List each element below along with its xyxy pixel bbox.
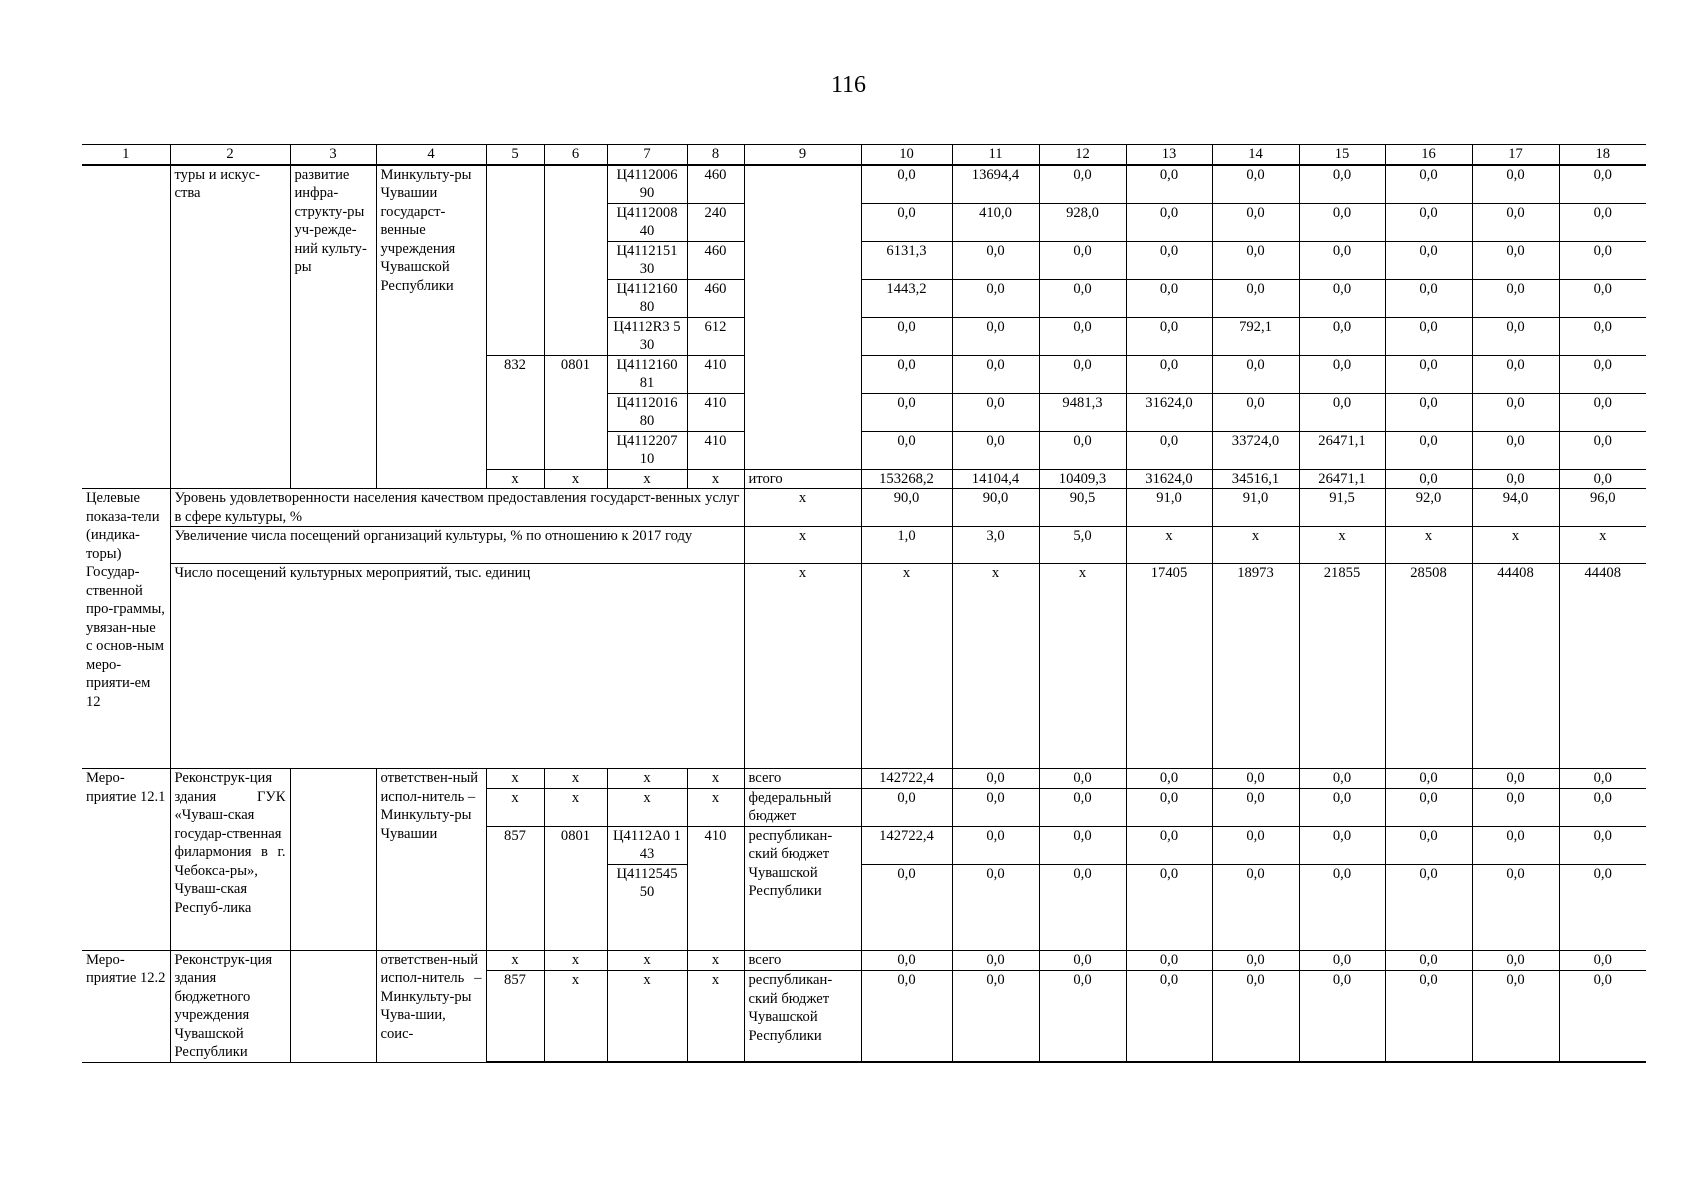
value-cell: 0,0	[1559, 355, 1646, 393]
indicator-value: x	[1472, 527, 1559, 564]
value-cell: 0,0	[1126, 826, 1212, 864]
value-cell: 0,0	[1212, 788, 1299, 826]
value-cell: 0,0	[1385, 864, 1472, 950]
indicator-value: 17405	[1126, 564, 1212, 769]
expense-type: 410	[687, 826, 744, 950]
value-cell: 0,0	[1126, 279, 1212, 317]
value-cell: 13694,4	[952, 165, 1039, 204]
value-cell: 0,0	[1212, 950, 1299, 971]
column-number: 16	[1385, 145, 1472, 165]
code-cell: x	[687, 788, 744, 826]
value-cell: 0,0	[952, 864, 1039, 950]
code-cell: x	[607, 950, 687, 971]
value-cell: 0,0	[1212, 279, 1299, 317]
value-cell: 0,0	[1039, 826, 1126, 864]
budget-table	[82, 144, 1646, 1063]
value-cell: 0,0	[1559, 826, 1646, 864]
value-cell: 0,0	[1039, 950, 1126, 971]
expense-type: 612	[687, 317, 744, 355]
value-cell: 0,0	[1126, 203, 1212, 241]
value-cell: 0,0	[1559, 788, 1646, 826]
value-cell: 0,0	[1212, 241, 1299, 279]
value-cell: 0,0	[1559, 203, 1646, 241]
value-cell: 0,0	[861, 203, 952, 241]
value-cell: 0,0	[952, 279, 1039, 317]
target-article: Ц4112545 50	[607, 864, 687, 950]
value-cell: 0,0	[1212, 393, 1299, 431]
value-cell: 0,0	[1472, 431, 1559, 469]
table-row	[82, 489, 1646, 527]
value-cell: 0,0	[861, 165, 952, 204]
value-cell: 0,0	[1559, 864, 1646, 950]
indicator-value: x	[1039, 564, 1126, 769]
value-cell: 0,0	[1559, 950, 1646, 971]
value-cell: 0,0	[1212, 769, 1299, 789]
value-cell: 0,0	[1385, 203, 1472, 241]
table-row	[82, 564, 1646, 769]
value-cell: 0,0	[1559, 431, 1646, 469]
table-row	[82, 950, 1646, 971]
value-cell: 0,0	[861, 864, 952, 950]
total-value: 26471,1	[1299, 469, 1385, 489]
indicator-value: x	[1385, 527, 1472, 564]
target-article: Ц4112016 80	[607, 393, 687, 431]
value-cell: 0,0	[1385, 241, 1472, 279]
measure-label: Меро-приятие 12.2	[82, 950, 170, 1062]
indicator-value: 94,0	[1472, 489, 1559, 527]
value-cell: 0,0	[1385, 971, 1472, 1062]
value-cell: 0,0	[1039, 864, 1126, 950]
indicator-value: 3,0	[952, 527, 1039, 564]
column-number: 7	[607, 145, 687, 165]
value-cell: 0,0	[1126, 355, 1212, 393]
col1-blank	[82, 165, 170, 489]
indicator-value: 91,5	[1299, 489, 1385, 527]
value-cell: 0,0	[1212, 165, 1299, 204]
value-cell: 0,0	[861, 317, 952, 355]
code-cell: 857	[486, 971, 544, 1062]
value-cell: 0,0	[1472, 393, 1559, 431]
expense-type: 460	[687, 279, 744, 317]
value-cell: 0,0	[1385, 393, 1472, 431]
value-cell: 0,0	[1559, 279, 1646, 317]
total-mark: x	[544, 469, 607, 489]
value-cell: 0,0	[1472, 971, 1559, 1062]
grbs-code: 832	[486, 355, 544, 469]
column-number: 1	[82, 145, 170, 165]
target-article: Ц4112151 30	[607, 241, 687, 279]
expense-type: 240	[687, 203, 744, 241]
value-cell: 142722,4	[861, 769, 952, 789]
code-cell: x	[544, 769, 607, 789]
indicator-value: 91,0	[1212, 489, 1299, 527]
indicator-value: 21855	[1299, 564, 1385, 769]
value-cell: 0,0	[1039, 431, 1126, 469]
value-cell: 0,0	[1299, 864, 1385, 950]
value-cell: 0,0	[861, 950, 952, 971]
column-number: 18	[1559, 145, 1646, 165]
column-number: 11	[952, 145, 1039, 165]
value-cell: 0,0	[1126, 971, 1212, 1062]
responsible: Минкульту-ры Чувашии государст-венные учреждения Чувашской Республики	[376, 165, 486, 489]
table-row	[82, 145, 1646, 165]
funding-source: республикан-ский бюджет Чувашской Республики	[744, 971, 861, 1062]
value-cell: 0,0	[1039, 165, 1126, 204]
value-cell: 0,0	[1385, 431, 1472, 469]
value-cell: 0,0	[1559, 971, 1646, 1062]
value-cell: 0,0	[952, 317, 1039, 355]
value-cell: 0,0	[861, 431, 952, 469]
value-cell: 0,0	[1212, 864, 1299, 950]
target-article: Ц4112R3 530	[607, 317, 687, 355]
value-cell: 0,0	[1559, 317, 1646, 355]
column-number: 12	[1039, 145, 1126, 165]
column-number: 17	[1472, 145, 1559, 165]
indicator-mark: x	[744, 564, 861, 769]
value-cell: 0,0	[1299, 203, 1385, 241]
indicator-value: 90,5	[1039, 489, 1126, 527]
value-cell: 0,0	[1126, 431, 1212, 469]
value-cell: 142722,4	[861, 826, 952, 864]
column-number: 9	[744, 145, 861, 165]
value-cell: 0,0	[1472, 788, 1559, 826]
value-cell: 0,0	[1472, 279, 1559, 317]
value-cell: 0,0	[1472, 864, 1559, 950]
funding-source: федеральный бюджет	[744, 788, 861, 826]
value-cell: 26471,1	[1299, 431, 1385, 469]
value-cell: 792,1	[1212, 317, 1299, 355]
total-value: 14104,4	[952, 469, 1039, 489]
grbs-code: 857	[486, 826, 544, 950]
value-cell: 0,0	[1299, 393, 1385, 431]
funding-source	[744, 165, 861, 470]
value-cell: 0,0	[952, 241, 1039, 279]
expense-type: 410	[687, 355, 744, 393]
code-cell: x	[687, 769, 744, 789]
total-mark: x	[607, 469, 687, 489]
code-cell: x	[607, 788, 687, 826]
value-cell: 0,0	[1472, 826, 1559, 864]
target-article: Ц4112А0 143	[607, 826, 687, 864]
total-mark: x	[687, 469, 744, 489]
expense-type: 410	[687, 393, 744, 431]
expense-type: 410	[687, 431, 744, 469]
value-cell: 0,0	[1385, 788, 1472, 826]
value-cell: 0,0	[1126, 241, 1212, 279]
indicator-value: 1,0	[861, 527, 952, 564]
value-cell: 0,0	[1299, 950, 1385, 971]
value-cell: 0,0	[861, 971, 952, 1062]
total-value: 0,0	[1385, 469, 1472, 489]
value-cell: 0,0	[1299, 317, 1385, 355]
measure-goal: развитие инфра-структу-ры уч-режде-ний культу-ры	[290, 165, 376, 489]
value-cell: 0,0	[1385, 769, 1472, 789]
indicator-mark: x	[744, 489, 861, 527]
total-value: 34516,1	[1212, 469, 1299, 489]
indicator-value: 44408	[1472, 564, 1559, 769]
indicator-value: 92,0	[1385, 489, 1472, 527]
value-cell: 0,0	[1472, 165, 1559, 204]
code-cell: x	[486, 769, 544, 789]
expense-type: 460	[687, 165, 744, 204]
value-cell: 0,0	[1559, 769, 1646, 789]
page-number: 116	[830, 72, 867, 98]
value-cell: 0,0	[1385, 355, 1472, 393]
responsible: ответствен-ный испол-нитель – Минкульту-ры Чувашии	[376, 769, 486, 951]
value-cell: 0,0	[952, 431, 1039, 469]
indicator-mark: x	[744, 527, 861, 564]
funding-source: всего	[744, 950, 861, 971]
value-cell: 0,0	[1385, 826, 1472, 864]
value-cell: 0,0	[1559, 393, 1646, 431]
value-cell: 0,0	[861, 355, 952, 393]
indicator-value: 28508	[1385, 564, 1472, 769]
code-cell: x	[544, 788, 607, 826]
value-cell: 0,0	[1212, 971, 1299, 1062]
code-cell: x	[486, 788, 544, 826]
table-row	[82, 527, 1646, 564]
indicator-value: 91,0	[1126, 489, 1212, 527]
column-number: 2	[170, 145, 290, 165]
responsible: ответствен-ный испол-нитель – Минкульту-ры Чува-шии, соис-	[376, 950, 486, 1062]
target-article: Ц4112008 40	[607, 203, 687, 241]
target-article: Ц4112006 90	[607, 165, 687, 204]
value-cell: 0,0	[1299, 355, 1385, 393]
code-cell: x	[687, 950, 744, 971]
value-cell: 0,0	[1126, 864, 1212, 950]
indicator-text: Число посещений культурных мероприятий, тыс. единиц	[170, 564, 744, 769]
value-cell: 0,0	[1039, 317, 1126, 355]
column-number: 3	[290, 145, 376, 165]
value-cell: 0,0	[1472, 241, 1559, 279]
indicator-value: x	[1126, 527, 1212, 564]
total-value: 0,0	[1559, 469, 1646, 489]
value-cell: 0,0	[1039, 769, 1126, 789]
value-cell: 0,0	[1212, 826, 1299, 864]
value-cell: 0,0	[1039, 241, 1126, 279]
column-number: 5	[486, 145, 544, 165]
indicator-value: 96,0	[1559, 489, 1646, 527]
value-cell: 0,0	[1299, 826, 1385, 864]
indicators-label: Целевые показа-тели (индика-торы) Государ-ственной про-граммы, увязан-ные с основ-ным меро-прияти-ем 12	[82, 489, 170, 769]
value-cell: 0,0	[1385, 950, 1472, 971]
indicator-value: x	[1299, 527, 1385, 564]
column-number: 8	[687, 145, 744, 165]
funding-source: республикан-ский бюджет Чувашской Республики	[744, 826, 861, 950]
expense-type: 460	[687, 241, 744, 279]
code-cell: x	[544, 950, 607, 971]
value-cell: 0,0	[1212, 355, 1299, 393]
indicator-value: x	[952, 564, 1039, 769]
total-value: 0,0	[1472, 469, 1559, 489]
column-number: 4	[376, 145, 486, 165]
value-cell: 0,0	[1472, 317, 1559, 355]
value-cell: 0,0	[1126, 950, 1212, 971]
value-cell: 0,0	[1299, 165, 1385, 204]
value-cell: 9481,3	[1039, 393, 1126, 431]
value-cell: 0,0	[1039, 971, 1126, 1062]
column-number: 10	[861, 145, 952, 165]
target-article: Ц4112160 80	[607, 279, 687, 317]
value-cell: 0,0	[861, 788, 952, 826]
column-number: 13	[1126, 145, 1212, 165]
indicator-value: x	[861, 564, 952, 769]
total-value: 31624,0	[1126, 469, 1212, 489]
value-cell: 0,0	[1385, 317, 1472, 355]
value-cell: 0,0	[1559, 165, 1646, 204]
value-cell: 0,0	[1126, 769, 1212, 789]
value-cell: 0,0	[1299, 788, 1385, 826]
total-value: 10409,3	[1039, 469, 1126, 489]
value-cell: 410,0	[952, 203, 1039, 241]
code-cell: x	[607, 971, 687, 1062]
total-value: 153268,2	[861, 469, 952, 489]
code-cell: x	[687, 971, 744, 1062]
value-cell: 6131,3	[861, 241, 952, 279]
value-cell: 0,0	[952, 826, 1039, 864]
target-article: Ц4112160 81	[607, 355, 687, 393]
value-cell: 0,0	[952, 950, 1039, 971]
section-code: 0801	[544, 355, 607, 469]
indicator-value: x	[1212, 527, 1299, 564]
total-mark: x	[486, 469, 544, 489]
indicator-text: Уровень удовлетворенности населения качеством предоставления государст-венных услуг в сфере культуры, %	[170, 489, 744, 527]
table-row	[82, 165, 1646, 204]
value-cell: 0,0	[1126, 788, 1212, 826]
value-cell: 1443,2	[861, 279, 952, 317]
value-cell: 0,0	[1385, 279, 1472, 317]
value-cell: 0,0	[1472, 769, 1559, 789]
value-cell: 0,0	[1126, 165, 1212, 204]
measure-name: Реконструк-ция здания бюджетного учреждения Чувашской Республики	[170, 950, 290, 1062]
value-cell: 0,0	[1472, 950, 1559, 971]
target-article: Ц4112207 10	[607, 431, 687, 469]
value-cell: 0,0	[952, 393, 1039, 431]
value-cell: 0,0	[1039, 355, 1126, 393]
column-number: 15	[1299, 145, 1385, 165]
value-cell: 928,0	[1039, 203, 1126, 241]
code-cell: x	[544, 971, 607, 1062]
measure-label: Меро-приятие 12.1	[82, 769, 170, 951]
indicator-value: 18973	[1212, 564, 1299, 769]
value-cell: 0,0	[952, 355, 1039, 393]
code-cell: x	[486, 950, 544, 971]
table-row	[82, 769, 1646, 789]
indicator-value: 90,0	[952, 489, 1039, 527]
value-cell: 0,0	[1039, 279, 1126, 317]
value-cell: 0,0	[1299, 769, 1385, 789]
measure-goal	[290, 950, 376, 1062]
funding-source: всего	[744, 769, 861, 789]
grbs-code	[486, 165, 544, 356]
value-cell: 31624,0	[1126, 393, 1212, 431]
measure-name: Реконструк-ция здания ГУК «Чуваш-ская государ-ственная филармония в г. Чебокса-ры», Чуваш-ская Респуб-лика	[170, 769, 290, 951]
total-label: итого	[744, 469, 861, 489]
indicator-text: Увеличение числа посещений организаций культуры, % по отношению к 2017 году	[170, 527, 744, 564]
indicator-value: 5,0	[1039, 527, 1126, 564]
measure-goal	[290, 769, 376, 951]
value-cell: 0,0	[1472, 355, 1559, 393]
code-cell: x	[607, 769, 687, 789]
value-cell: 0,0	[1299, 971, 1385, 1062]
value-cell: 0,0	[952, 971, 1039, 1062]
value-cell: 0,0	[1559, 241, 1646, 279]
measure-name: туры и искус-ства	[170, 165, 290, 489]
value-cell: 0,0	[1385, 165, 1472, 204]
value-cell: 0,0	[1039, 788, 1126, 826]
value-cell: 0,0	[1472, 203, 1559, 241]
indicator-value: 44408	[1559, 564, 1646, 769]
value-cell: 0,0	[1299, 241, 1385, 279]
indicator-value: 90,0	[861, 489, 952, 527]
indicator-value: x	[1559, 527, 1646, 564]
value-cell: 0,0	[1126, 317, 1212, 355]
value-cell: 33724,0	[1212, 431, 1299, 469]
value-cell: 0,0	[952, 769, 1039, 789]
section-code	[544, 165, 607, 356]
value-cell: 0,0	[1299, 279, 1385, 317]
value-cell: 0,0	[1212, 203, 1299, 241]
value-cell: 0,0	[861, 393, 952, 431]
section-code: 0801	[544, 826, 607, 950]
column-number: 6	[544, 145, 607, 165]
value-cell: 0,0	[952, 788, 1039, 826]
column-number: 14	[1212, 145, 1299, 165]
